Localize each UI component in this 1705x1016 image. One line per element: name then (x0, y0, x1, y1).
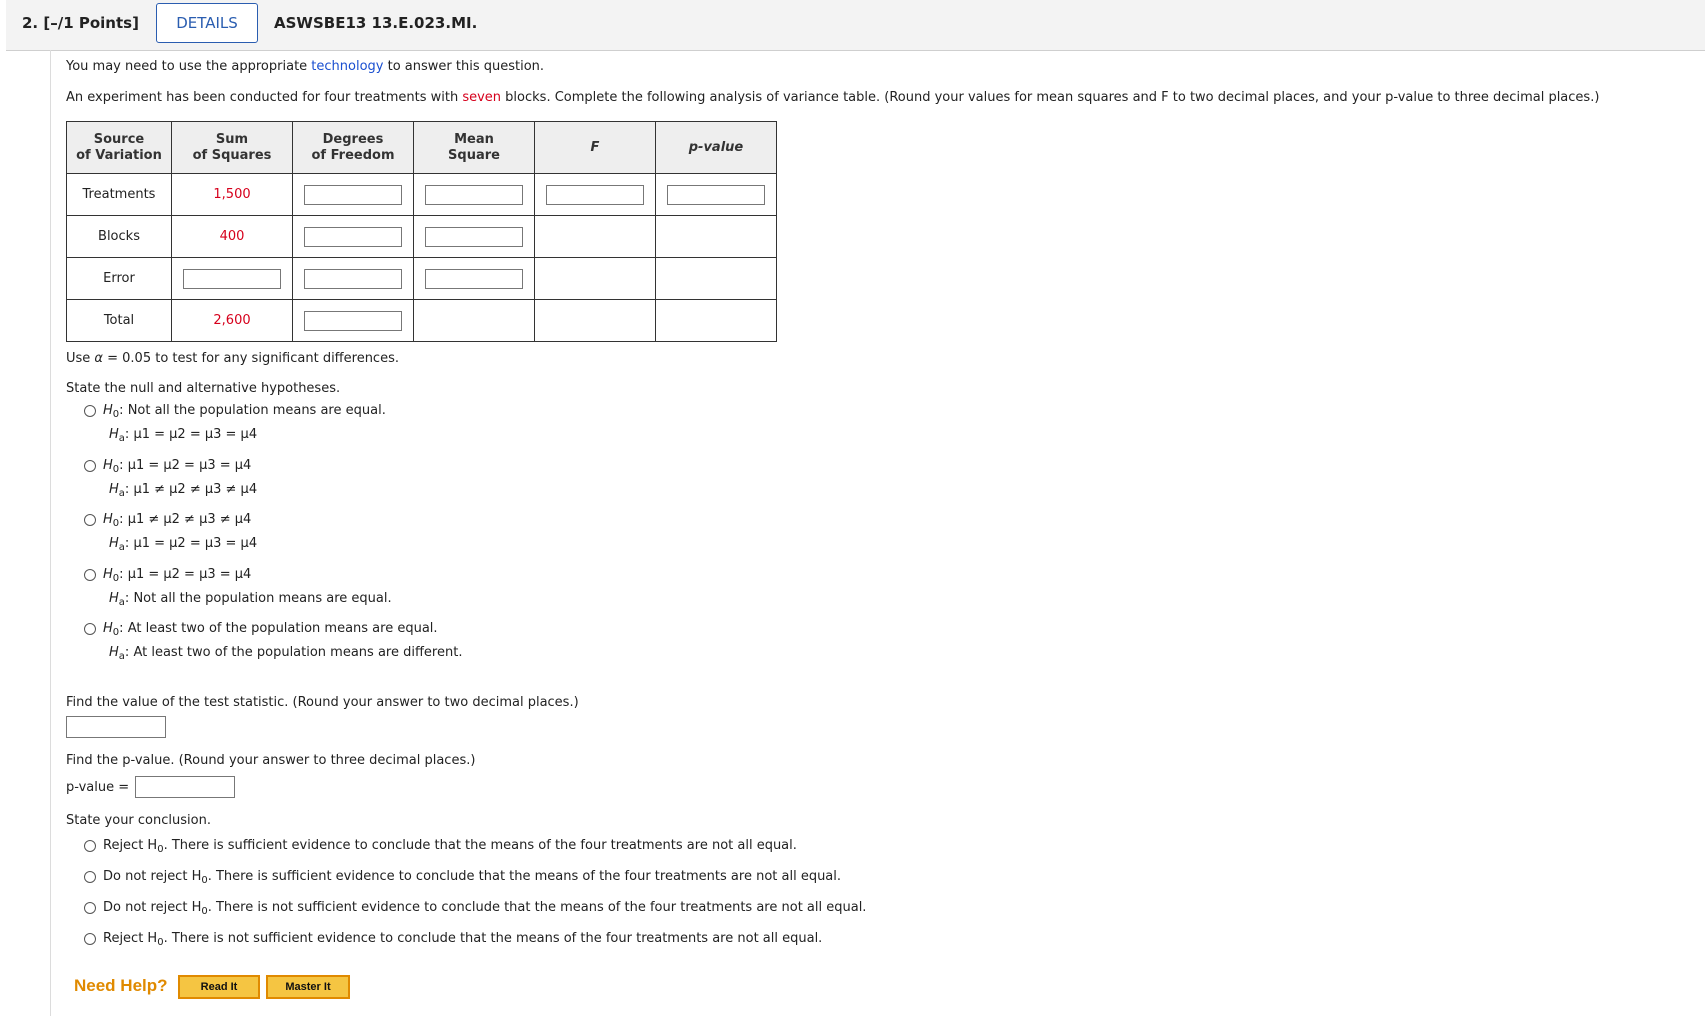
header-source-line2: of Variation (76, 147, 162, 163)
hypothesis-option-4-ha-text: Not all the population means are equal. (133, 591, 392, 606)
hypothesis-option-5-ha-text: At least two of the population means are different. (133, 645, 463, 660)
hypothesis-option-3-ha (109, 536, 257, 551)
ha-subscript: a (118, 597, 125, 608)
ha-colon: : (124, 427, 130, 442)
header-ss-line2: of Squares (192, 147, 272, 163)
conclusion-option-1-pre: Reject H (103, 838, 158, 853)
ha-subscript: a (118, 433, 125, 444)
technology-link[interactable]: technology (311, 59, 384, 74)
conclusion-option-2-text (103, 869, 841, 884)
conclusion-option-1-radio[interactable] (84, 840, 96, 852)
question-number (22, 14, 139, 32)
conclusion-option-2-radio[interactable] (84, 871, 96, 883)
blocks-ms-cell (414, 216, 535, 258)
treatments-f-cell (535, 174, 656, 216)
h0-colon: : (119, 403, 124, 418)
treatments-df-cell (293, 174, 414, 216)
hypothesis-option-3-ha-text: μ1 = μ2 = μ3 = μ4 (133, 536, 258, 551)
ha-colon: : (124, 591, 130, 606)
row-treatments (67, 174, 777, 216)
row-error (67, 258, 777, 300)
ha-colon: : (124, 645, 130, 660)
read-it-button[interactable]: Read It (178, 975, 260, 999)
ha-symbol: H (109, 645, 119, 660)
ha-symbol: H (109, 536, 119, 551)
h0-subscript: 0 (112, 518, 120, 529)
conclusion-option-2-post: . There is sufficient evidence to conclude that the means of the four treatments are not all equal. (207, 869, 842, 884)
ha-colon: : (124, 482, 130, 497)
hypothesis-option-2-ha-text: μ1 ≠ μ2 ≠ μ3 ≠ μ4 (133, 482, 258, 497)
alpha-pre: Use (66, 351, 95, 366)
header-ms-line2: Square (448, 147, 500, 163)
hypothesis-option-2-ha (109, 482, 257, 497)
header-ss-line1: Sum (215, 131, 249, 147)
error-ms-cell (414, 258, 535, 300)
treatments-ms-input[interactable] (425, 185, 523, 205)
blocks-label: Blocks (67, 216, 172, 258)
header-ss (172, 122, 293, 174)
h0-colon: : (119, 621, 124, 636)
master-it-button[interactable]: Master It (266, 975, 350, 999)
question-number-text: 2. (22, 14, 39, 32)
header-ms-line1: Mean (454, 131, 494, 147)
total-ss: 2,600 (172, 300, 293, 342)
pvalue-prompt: Find the p-value. (Round your answer to three decimal places.) (66, 753, 476, 768)
experiment-post: blocks. Complete the following analysis of variance table. (Round your values for mean squares and F to two decimal places, and your p-value to three decimal places.) (501, 90, 1600, 105)
conclusion-option-1-sub: 0 (157, 844, 164, 855)
alpha-post: = 0.05 to test for any significant differences. (103, 351, 399, 366)
blocks-ss: 400 (172, 216, 293, 258)
h0-subscript: 0 (112, 464, 120, 475)
h0-symbol: H (103, 567, 113, 582)
experiment-description (66, 90, 1599, 105)
conclusion-option-2-pre: Do not reject H (103, 869, 202, 884)
total-df-cell (293, 300, 414, 342)
question-header (6, 0, 1705, 51)
error-label: Error (67, 258, 172, 300)
test-statistic-input[interactable] (66, 716, 166, 738)
ha-symbol: H (109, 427, 119, 442)
anova-table (66, 121, 777, 342)
hypothesis-option-5-h0-text: At least two of the population means are equal. (127, 621, 438, 636)
treatments-ms-cell (414, 174, 535, 216)
hypothesis-option-3-radio[interactable] (84, 514, 96, 526)
error-p-cell (656, 258, 777, 300)
technology-note (66, 59, 544, 74)
error-ss-cell (172, 258, 293, 300)
details-button[interactable]: DETAILS (156, 3, 258, 43)
h0-subscript: 0 (112, 573, 120, 584)
header-df-line2: of Freedom (311, 147, 395, 163)
error-df-input[interactable] (304, 269, 402, 289)
conclusion-option-3-radio[interactable] (84, 902, 96, 914)
hypothesis-option-1-ha (109, 427, 257, 442)
header-f (535, 122, 656, 174)
hypothesis-option-4-h0-text: μ1 = μ2 = μ3 = μ4 (127, 567, 252, 582)
treatments-p-input[interactable] (667, 185, 765, 205)
hypothesis-option-1-ha-text: μ1 = μ2 = μ3 = μ4 (133, 427, 258, 442)
total-ms-cell (414, 300, 535, 342)
header-p (656, 122, 777, 174)
hypotheses-prompt: State the null and alternative hypotheses. (66, 381, 341, 396)
row-blocks (67, 216, 777, 258)
total-p-cell (656, 300, 777, 342)
hypothesis-option-5-radio[interactable] (84, 623, 96, 635)
conclusion-option-3-post: . There is not sufficient evidence to conclude that the means of the four treatments are not all equal. (207, 900, 867, 915)
conclusion-option-4-text (103, 931, 822, 946)
blocks-df-cell (293, 216, 414, 258)
row-total (67, 300, 777, 342)
blocks-ms-input[interactable] (425, 227, 523, 247)
question-code: ASWSBE13 13.E.023.MI. (274, 14, 478, 32)
header-p-text: p-value (688, 139, 744, 155)
hypothesis-option-1-h0 (103, 403, 386, 418)
need-help-label: Need Help? (74, 976, 168, 995)
hypothesis-option-2-radio[interactable] (84, 460, 96, 472)
conclusion-prompt: State your conclusion. (66, 813, 211, 828)
conclusion-option-4-pre: Reject H (103, 931, 158, 946)
blocks-df-input[interactable] (304, 227, 402, 247)
treatments-f-input[interactable] (546, 185, 644, 205)
error-ms-input[interactable] (425, 269, 523, 289)
conclusion-option-3-sub: 0 (201, 906, 208, 917)
hypothesis-option-1-radio[interactable] (84, 405, 96, 417)
ha-subscript: a (118, 651, 125, 662)
experiment-pre: An experiment has been conducted for four treatments with (66, 90, 463, 105)
header-source-line1: Source (93, 131, 145, 147)
error-f-cell (535, 258, 656, 300)
h0-symbol: H (103, 621, 113, 636)
hypothesis-option-4-h0 (103, 567, 251, 582)
hypothesis-option-5-h0 (103, 621, 438, 636)
h0-colon: : (119, 567, 124, 582)
conclusion-option-4-radio[interactable] (84, 933, 96, 945)
hypothesis-option-3-h0 (103, 512, 251, 527)
treatments-df-input[interactable] (304, 185, 402, 205)
content-divider (50, 50, 51, 1016)
blocks-count: seven (462, 90, 502, 105)
alpha-symbol: α (94, 351, 103, 366)
question-points: [–/1 Points] (43, 14, 139, 32)
treatments-label: Treatments (67, 174, 172, 216)
blocks-f-cell (535, 216, 656, 258)
alpha-statement (66, 351, 399, 366)
total-label: Total (67, 300, 172, 342)
hypothesis-option-4-radio[interactable] (84, 569, 96, 581)
h0-subscript: 0 (112, 627, 120, 638)
hypothesis-option-4-ha (109, 591, 392, 606)
ha-symbol: H (109, 482, 119, 497)
header-source (67, 122, 172, 174)
total-f-cell (535, 300, 656, 342)
conclusion-option-1-text (103, 838, 797, 853)
test-statistic-prompt: Find the value of the test statistic. (Round your answer to two decimal places.) (66, 695, 579, 710)
conclusion-option-4-post: . There is not sufficient evidence to conclude that the means of the four treatments are not all equal. (163, 931, 823, 946)
conclusion-option-3-text (103, 900, 866, 915)
error-ss-input[interactable] (183, 269, 281, 289)
hypothesis-option-1-h0-text: Not all the population means are equal. (127, 403, 386, 418)
h0-symbol: H (103, 512, 113, 527)
conclusion-option-4-sub: 0 (157, 937, 164, 948)
header-ms (414, 122, 535, 174)
header-df-line1: Degrees (322, 131, 384, 147)
hypothesis-option-5-ha (109, 645, 462, 660)
anova-header-row (67, 122, 777, 174)
error-df-cell (293, 258, 414, 300)
conclusion-option-1-post: . There is sufficient evidence to conclude that the means of the four treatments are not all equal. (163, 838, 797, 853)
conclusion-option-2-sub: 0 (201, 875, 208, 886)
pvalue-label: p-value = (66, 780, 130, 795)
pvalue-input[interactable] (135, 776, 235, 798)
h0-symbol: H (103, 403, 113, 418)
header-f-text: F (590, 139, 600, 155)
blocks-p-cell (656, 216, 777, 258)
total-df-input[interactable] (304, 311, 402, 331)
ha-symbol: H (109, 591, 119, 606)
treatments-p-cell (656, 174, 777, 216)
h0-colon: : (119, 512, 124, 527)
hypothesis-option-2-h0 (103, 458, 251, 473)
ha-subscript: a (118, 488, 125, 499)
treatments-ss: 1,500 (172, 174, 293, 216)
header-df (293, 122, 414, 174)
technology-note-pre: You may need to use the appropriate (66, 59, 312, 74)
hypothesis-option-3-h0-text: μ1 ≠ μ2 ≠ μ3 ≠ μ4 (127, 512, 252, 527)
h0-symbol: H (103, 458, 113, 473)
ha-subscript: a (118, 542, 125, 553)
h0-colon: : (119, 458, 124, 473)
technology-note-post: to answer this question. (383, 59, 545, 74)
h0-subscript: 0 (112, 409, 120, 420)
hypothesis-option-2-h0-text: μ1 = μ2 = μ3 = μ4 (127, 458, 252, 473)
ha-colon: : (124, 536, 130, 551)
conclusion-option-3-pre: Do not reject H (103, 900, 202, 915)
